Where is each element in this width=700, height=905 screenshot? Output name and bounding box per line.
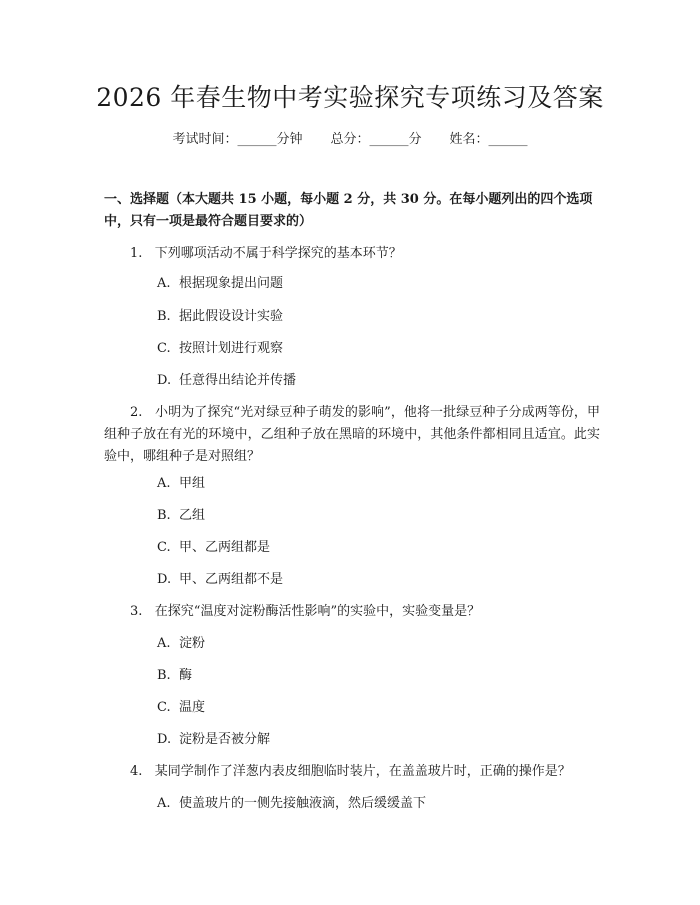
exam-time-field: 考试时间：______分钟 [172, 132, 303, 147]
option-text: 温度 [179, 700, 206, 715]
option-text: 任意得出结论并传播 [179, 373, 297, 388]
option-label: B. [157, 309, 171, 324]
option-label: C. [157, 540, 171, 555]
question-1: 1. 下列哪项活动不属于科学探究的基本环节？ [130, 246, 402, 261]
section-heading: 一、选择题（本大题共 15 小题，每小题 2 分，共 30 分。在每小题列出的四个选项中，只有一项是最符合题目要求的） [104, 192, 593, 229]
option-label: A. [157, 476, 171, 491]
student-name-field: 姓名：______ [449, 132, 528, 147]
option-label: D. [157, 572, 172, 587]
option-text: 乙组 [179, 508, 206, 523]
question-2: 2. 小明为了探究“光对绿豆种子萌发的影响”，他将一批绿豆种子分成两等份，甲组种子放在有光的环境中，乙组种子放在黑暗的环境中，其他条件都相同且适宜。此实验中，哪组种子是对照组？ [104, 405, 600, 464]
question-3-option-b [157, 665, 597, 687]
option-label: A. [157, 276, 171, 291]
option-text: 根据现象提出问题 [179, 276, 284, 291]
option-label: D. [157, 732, 172, 747]
option-text: 甲、乙两组都不是 [179, 572, 284, 587]
question-1-option-a [157, 273, 597, 295]
option-text: 使盖玻片的一侧先接触液滴，然后缓缓盖下 [179, 796, 427, 811]
option-label: B. [157, 508, 171, 523]
question-2-option-c [157, 537, 597, 559]
option-text: 淀粉 [179, 636, 206, 651]
question-2-option-d [157, 569, 597, 591]
question-3-option-a [157, 633, 597, 655]
question-3-option-c [157, 697, 597, 719]
option-label: C. [157, 341, 171, 356]
option-text: 酶 [179, 668, 193, 683]
total-score-field: 总分：______分 [330, 132, 422, 147]
page-title: 2026 年春生物中考实验探究专项练习及答案 [96, 83, 604, 112]
question-3-option-d [157, 729, 597, 751]
question-1-option-b [157, 306, 597, 328]
question-3: 3. 在探究“温度对淀粉酶活性影响”的实验中，实验变量是？ [130, 604, 481, 619]
option-text: 据此假设设计实验 [179, 309, 284, 324]
option-text: 甲、乙两组都是 [179, 540, 271, 555]
option-label: A. [157, 636, 171, 651]
option-text: 淀粉是否被分解 [179, 732, 271, 747]
option-text: 甲组 [179, 476, 206, 491]
option-label: C. [157, 700, 171, 715]
option-label: D. [157, 373, 172, 388]
question-4-option-a [157, 793, 597, 815]
question-1-option-d [157, 370, 597, 392]
question-4: 4. 某同学制作了洋葱内表皮细胞临时装片，在盖盖玻片时，正确的操作是？ [130, 764, 571, 779]
option-label: A. [157, 796, 171, 811]
option-label: B. [157, 668, 171, 683]
exam-info-line [0, 129, 700, 151]
question-2-option-b [157, 505, 597, 527]
question-1-option-c [157, 338, 597, 360]
option-text: 按照计划进行观察 [179, 341, 284, 356]
question-2-option-a [157, 473, 597, 495]
